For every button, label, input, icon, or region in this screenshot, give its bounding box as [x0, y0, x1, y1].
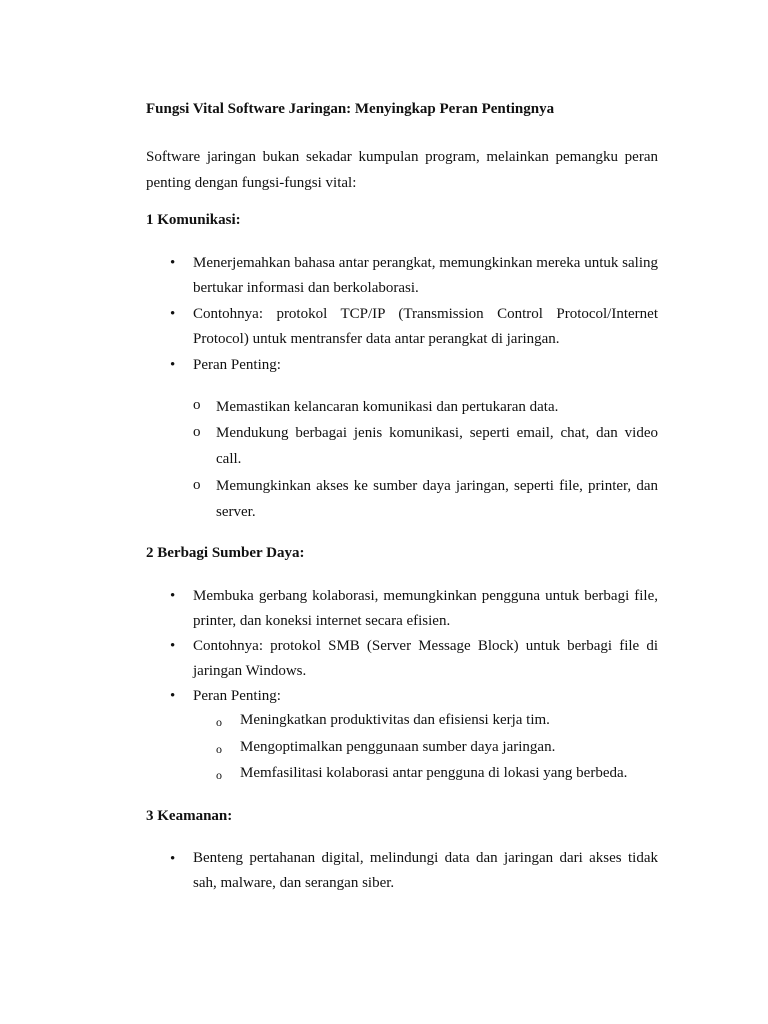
- sub-bullet-icon: o: [193, 397, 201, 413]
- list-item: Contohnya: protokol SMB (Server Message Block) untuk berbagi file di jaringan Windows.: [193, 638, 658, 679]
- bullet-icon: •: [170, 851, 176, 867]
- bullet-icon: •: [170, 357, 176, 373]
- list-item: Contohnya: protokol TCP/IP (Transmission Control Protocol/Internet Protocol) untuk mentransfer data antar perangkat di jaringan.: [193, 306, 658, 347]
- sub-bullet-icon: o: [193, 477, 201, 493]
- section-heading-komunikasi: 1 Komunikasi:: [146, 212, 241, 228]
- intro-paragraph: Software jaringan bukan sekadar kumpulan program, melainkan pemangku peran penting dengan fungsi-fungsi vital:: [146, 149, 658, 191]
- list-item: Benteng pertahanan digital, melindungi data dan jaringan dari akses tidak sah, malware, dan serangan siber.: [193, 850, 658, 891]
- sub-list-item: Mengoptimalkan penggunaan sumber daya jaringan.: [240, 739, 556, 755]
- bullet-icon: •: [170, 638, 176, 654]
- bullet-icon: •: [170, 306, 176, 322]
- list-item: Membuka gerbang kolaborasi, memungkinkan pengguna untuk berbagi file, printer, dan koneksi internet secara efisien.: [193, 588, 658, 629]
- sub-list-item: Memfasilitasi kolaborasi antar pengguna di lokasi yang berbeda.: [240, 765, 628, 781]
- sub-bullet-icon: o: [216, 742, 222, 756]
- list-item: Menerjemahkan bahasa antar perangkat, memungkinkan mereka untuk saling bertukar informasi dan berkolaborasi.: [193, 255, 658, 296]
- sub-bullet-icon: o: [216, 715, 222, 729]
- list-item: Peran Penting:: [193, 357, 281, 373]
- bullet-icon: •: [170, 588, 176, 604]
- section-heading-berbagi-sumber-daya: 2 Berbagi Sumber Daya:: [146, 545, 305, 561]
- sub-bullet-icon: o: [216, 768, 222, 782]
- bullet-icon: •: [170, 688, 176, 704]
- list-item: Peran Penting:: [193, 688, 281, 704]
- sub-bullet-icon: o: [193, 424, 201, 440]
- bullet-icon: •: [170, 255, 176, 271]
- section-heading-keamanan: 3 Keamanan:: [146, 808, 233, 824]
- document-title: Fungsi Vital Software Jaringan: Menyingkap Peran Pentingnya: [146, 101, 555, 117]
- sub-list-item: Memastikan kelancaran komunikasi dan pertukaran data.: [216, 399, 559, 415]
- sub-list-item: Memungkinkan akses ke sumber daya jaringan, seperti file, printer, dan server.: [216, 478, 658, 520]
- sub-list-item: Meningkatkan produktivitas dan efisiensi kerja tim.: [240, 712, 550, 728]
- sub-list-item: Mendukung berbagai jenis komunikasi, seperti email, chat, dan video call.: [216, 425, 658, 467]
